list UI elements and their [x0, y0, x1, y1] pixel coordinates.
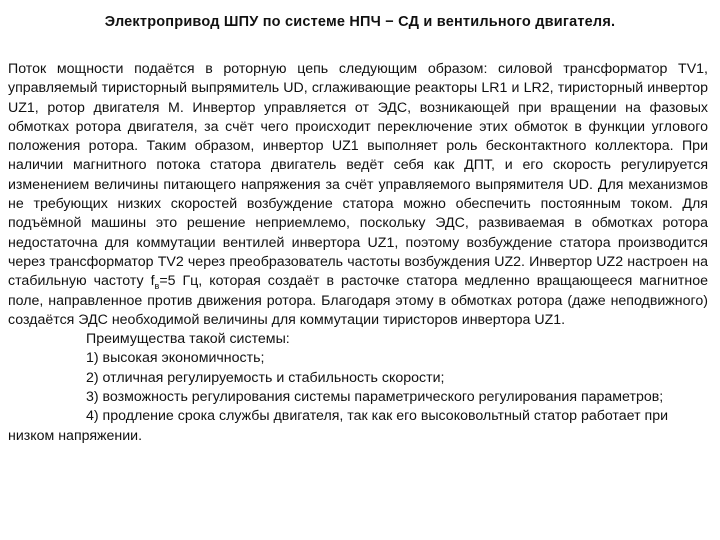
advantage-item-3: 3) возможность регулирования системы параметрического регулирования параметров;	[86, 389, 664, 406]
slide-title: Электропривод ШПУ по системе НПЧ − СД и вентильного двигателя.	[104, 14, 616, 30]
main-paragraph-text: Поток мощности подаётся в роторную цепь следующим образом: силовой трансформатор TV1, управляемый тиристорный выпрямитель UD, сглаживающие реакторы LR1 и LR2, тиристорный инвертор UZ1, ротор двигателя М. Инвертор управляется от ЭДС, возникающей при вращении на фазовых обмотках ротора двигателя, за счёт чего происходит переключение этих обмоток в функции углового положения ротора. Таким образом, инвертор UZ1 выполняет роль бесконтактного коллектора. При наличии магнитного потока статора двигатель ведёт себя как ДПТ, и его скорость регулируется изменением величины питающего напряжения за счёт управляемого выпрямителя UD. Для механизмов не требующих низких скоростей возбуждение статора можно обеспечить постоянным током. Для подъёмной машины это решение неприемлемо, поскольку ЭДС, развиваемая в обмотках ротора недостаточна для коммутации вентилей инвертора UZ1, поэтому возбуждение статора производится через трансформатор TV2 через преобразователь частоты возбуждения UZ2. Инвертор UZ2 настроен на стабильную частоту f	[8, 61, 708, 290]
main-paragraph	[8, 60, 708, 330]
advantage-item-1: 1) высокая экономичность;	[86, 350, 265, 367]
advantage-item-2: 2) отличная регулируемость и стабильность скорости;	[86, 369, 445, 386]
frequency-subscript: в	[154, 281, 160, 292]
slide-body	[8, 60, 708, 446]
advantage-item-4: 4) продление срока службы двигателя, так как его высоковольтный статор работает при низком напряжении.	[8, 408, 669, 444]
main-paragraph-text-cont: =5 Гц, которая создаёт в расточке статора медленно вращающееся магнитное поле, направленное против движения ротора. Благодаря этому в обмотках ротора (даже неподвижного) создаётся ЭДС необходимой величины для коммутации тиристоров инвертора UZ1.	[8, 273, 708, 328]
advantages-heading: Преимущества такой системы:	[86, 331, 290, 348]
